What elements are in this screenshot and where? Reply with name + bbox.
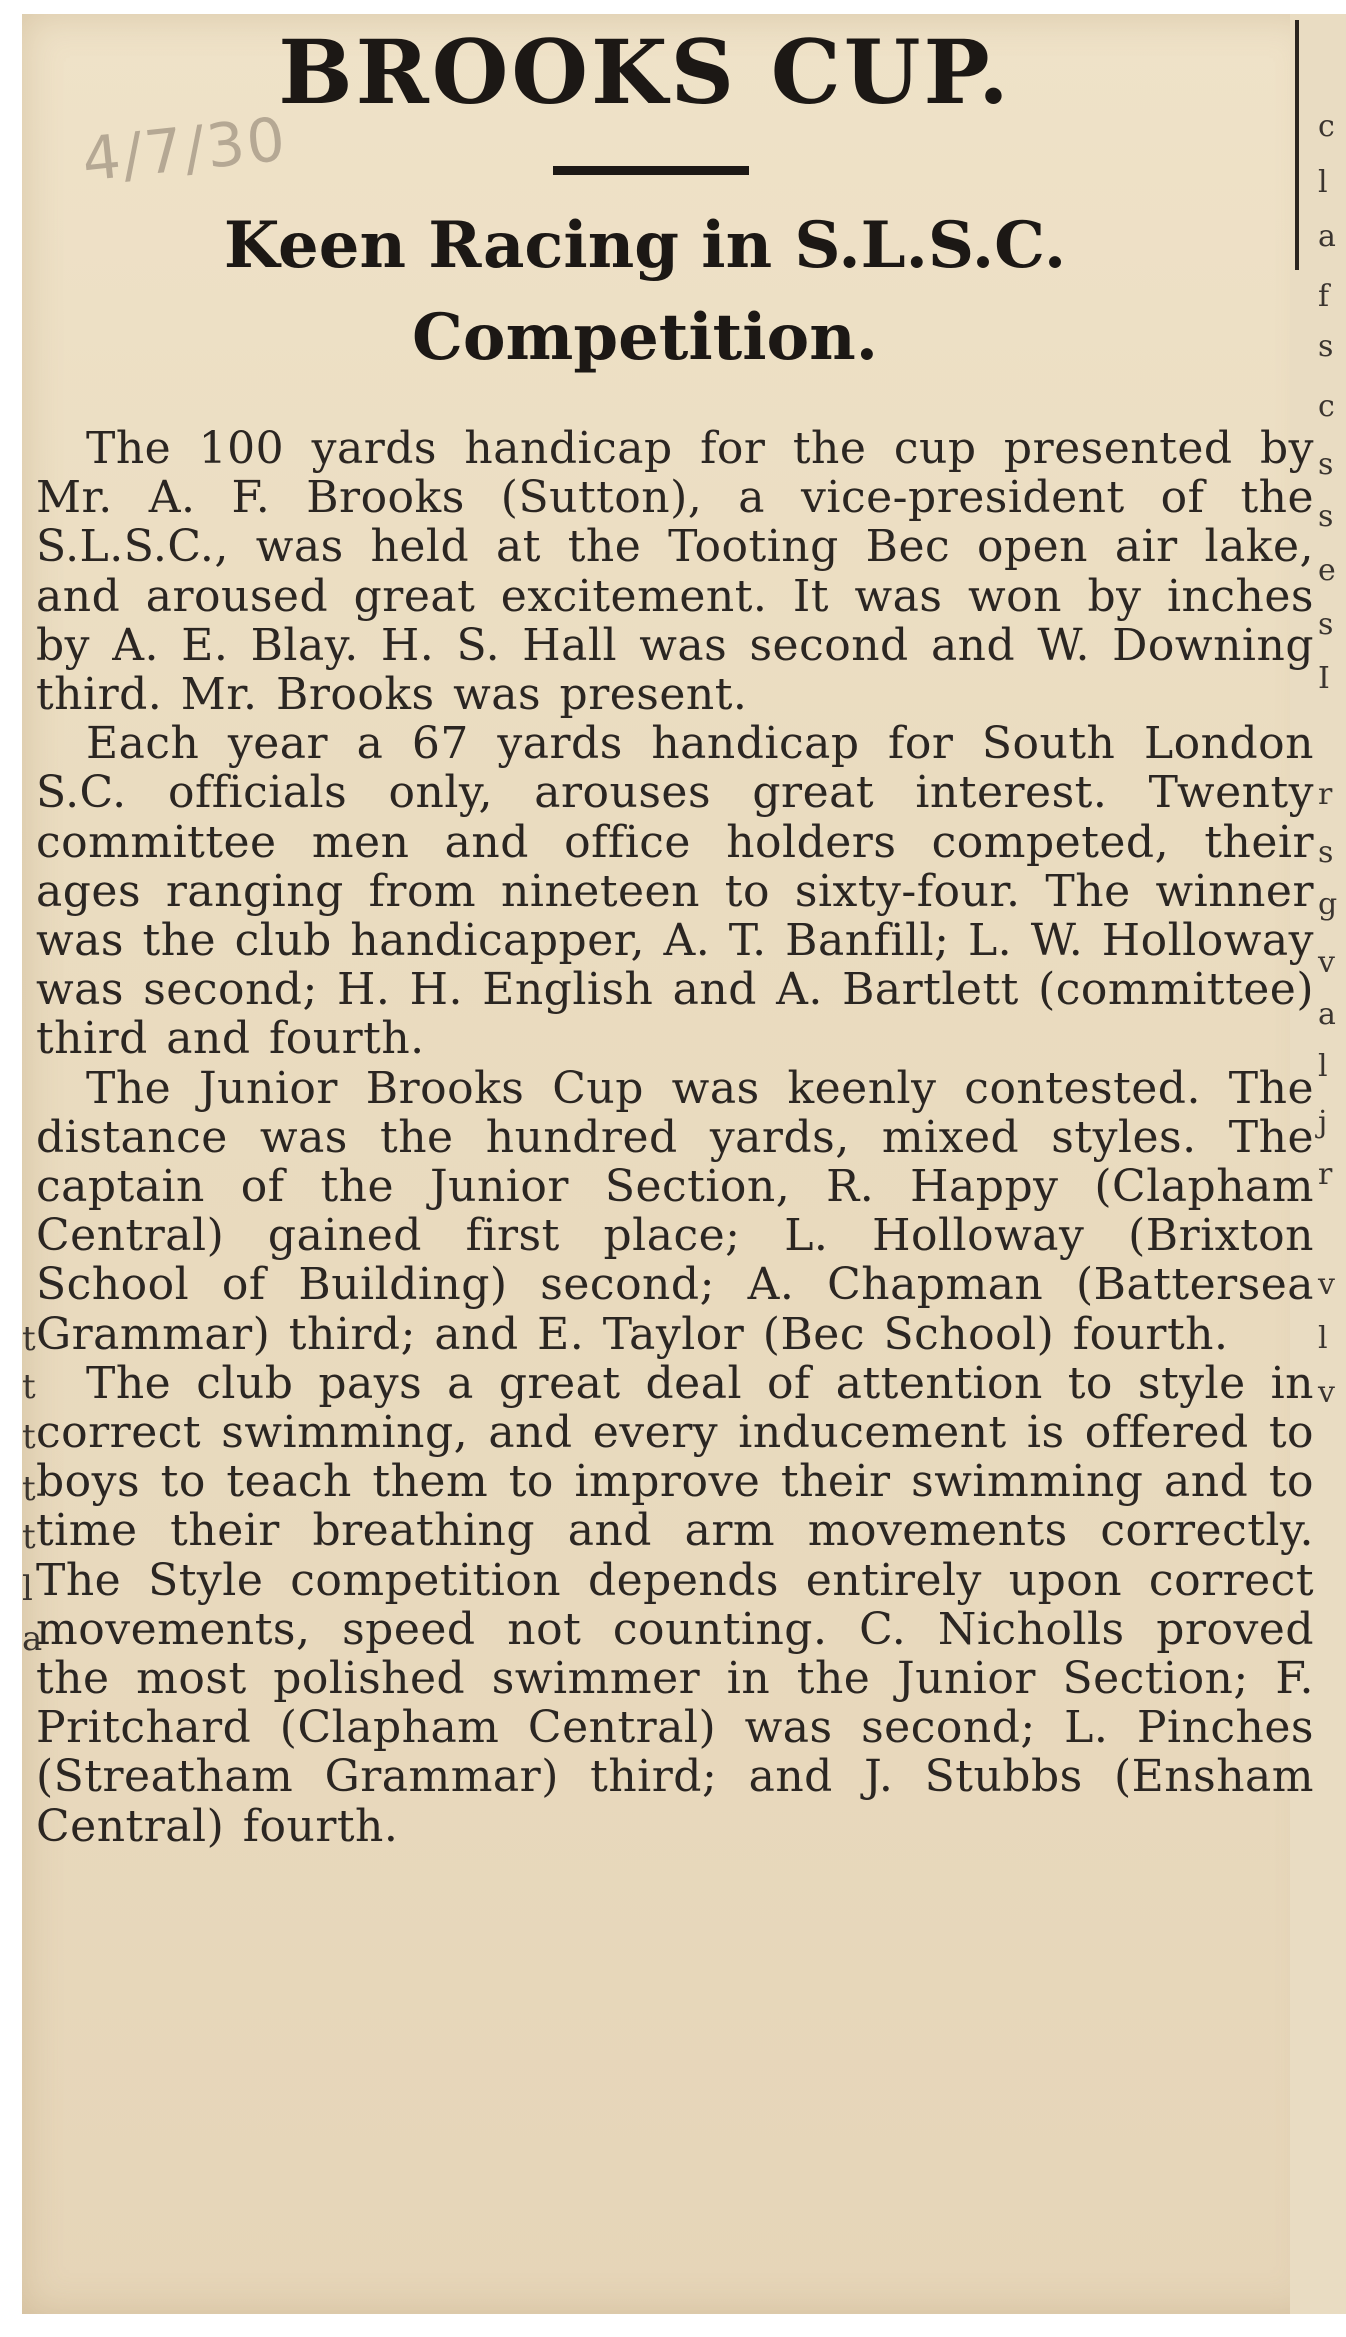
adjacent-column-letter: c: [1318, 389, 1335, 424]
adjacent-column-letter: r: [1318, 777, 1333, 812]
column-rule: [1295, 20, 1299, 270]
adjacent-column-letter: s: [1318, 607, 1334, 642]
article-paragraph: Each year a 67 yards handicap for South London S.C. officials only, arouses great interest. Twenty committee men and office holders competed, their ages ranging from nineteen to sixty-four. The winner was the club handicapper, A. T. Banfill; L. W. Holloway was second; H. H. English and A. Bartlett (committee) third and fourth.: [36, 718, 1314, 1065]
adjacent-column-letter: e: [1318, 553, 1336, 588]
adjacent-column-letter: a: [1318, 219, 1336, 254]
adjacent-column-letter: v: [1318, 945, 1335, 980]
article-paragraph: The 100 yards handicap for the cup presented by Mr. A. F. Brooks (Sutton), a vice-president of the S.L.S.C., was held at the Tooting Bec open air lake, and aroused great excitement. It was won by inches by A. E. Blay. H. S. Hall was second and W. Downing third. Mr. Brooks was present.: [36, 423, 1314, 721]
headline-rule: [553, 166, 749, 175]
pencil-date-annotation: 4/7/30: [78, 104, 291, 196]
adjacent-column-letter: v: [1318, 1375, 1335, 1410]
subheadline: Keen Racing in S.L.S.C. Competition.: [223, 208, 1067, 375]
left-margin-letter: l: [22, 1569, 33, 1609]
left-margin-letter: t: [22, 1517, 36, 1557]
adjacent-column-letter: g: [1318, 887, 1338, 922]
adjacent-column-letter: v: [1318, 1267, 1335, 1302]
adjacent-column-letter: s: [1318, 329, 1334, 364]
adjacent-column-letter: s: [1318, 499, 1334, 534]
article-paragraph: The club pays a great deal of attention to style in correct swimming, and every inducement is offered to boys to teach them to improve their swimming and to time their breathing and arm movements correctly. The Style competition depends entirely upon correct movements, speed not counting. C. Nicholls proved the most polished swimmer in the Junior Section; F. Pritchard (Clapham Central) was second; L. Pinches (Streatham Grammar) third; and J. Stubbs (Ensham Central) fourth.: [36, 1357, 1314, 1852]
adjacent-column-letter: a: [1318, 997, 1336, 1032]
adjacent-column-letter: l: [1318, 1049, 1328, 1084]
adjacent-column-letter: l: [1318, 1321, 1328, 1356]
left-margin-letter: t: [22, 1319, 36, 1359]
left-margin-letter: t: [22, 1367, 36, 1407]
left-margin-letter: a: [22, 1619, 43, 1659]
headline: BROOKS CUP.: [278, 20, 1012, 124]
article-body: [36, 424, 1314, 1851]
adjacent-column-letter: f: [1318, 279, 1330, 314]
adjacent-column-letter: l: [1318, 165, 1328, 200]
adjacent-column-letter: I: [1318, 661, 1330, 696]
adjacent-column-letter: s: [1318, 835, 1334, 870]
article-paragraph: The Junior Brooks Cup was keenly contested. The distance was the hundred yards, mixed styles. The captain of the Junior Section, R. Happy (Clapham Central) gained first place; L. Holloway (Brixton School of Building) second; A. Chapman (Battersea Grammar) third; and E. Taylor (Bec School) fourth.: [36, 1062, 1314, 1360]
adjacent-column-letter: r: [1318, 1157, 1333, 1192]
left-margin-letter: t: [22, 1469, 36, 1509]
adjacent-column-letter: s: [1318, 447, 1334, 482]
adjacent-column-letter: c: [1318, 109, 1335, 144]
adjacent-column-letter: j: [1318, 1105, 1328, 1140]
left-margin-letter: t: [22, 1417, 36, 1457]
